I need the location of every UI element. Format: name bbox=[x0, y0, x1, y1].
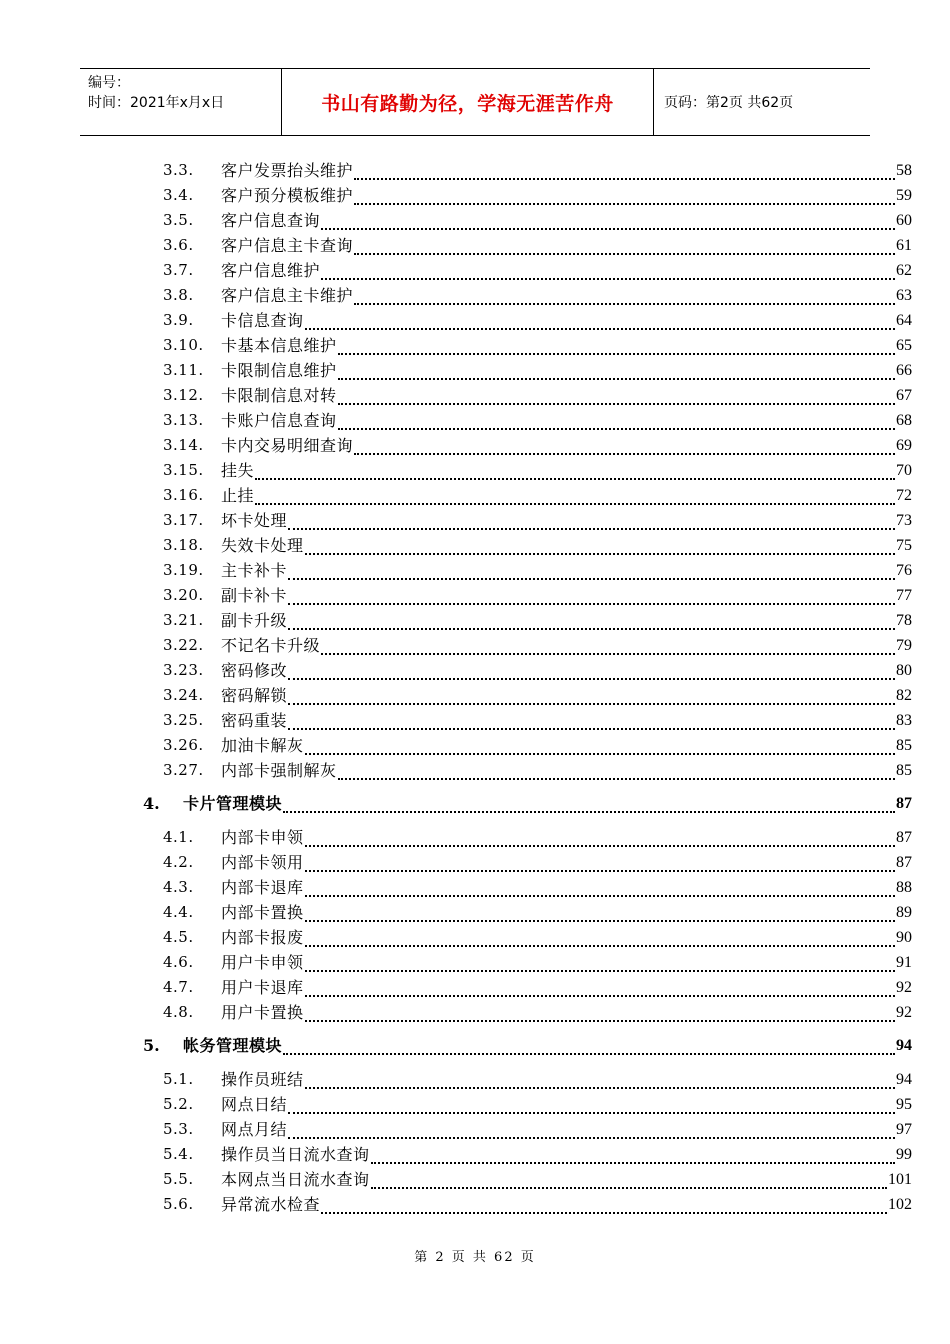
toc-entry-title: 不记名卡升级 bbox=[221, 636, 321, 655]
toc-section-entry[interactable] bbox=[0, 158, 950, 183]
toc-entry-page: 58 bbox=[896, 162, 912, 179]
toc-entry-page: 99 bbox=[896, 1146, 912, 1163]
toc-entry-title: 卡信息查询 bbox=[221, 311, 304, 330]
header-motto: 书山有路勤为径，学海无涯苦作舟 bbox=[281, 69, 654, 135]
toc-entry-number: 5.2. bbox=[163, 1095, 194, 1113]
toc-section-entry[interactable] bbox=[0, 850, 950, 875]
toc-section-entry[interactable] bbox=[0, 333, 950, 358]
toc-section-entry[interactable] bbox=[0, 433, 950, 458]
toc-dot-leader bbox=[288, 699, 895, 705]
toc-dot-leader bbox=[288, 674, 895, 680]
toc-entry-page: 90 bbox=[896, 929, 912, 946]
toc-entry-title: 内部卡强制解灰 bbox=[221, 761, 337, 780]
toc-dot-leader bbox=[354, 249, 895, 255]
toc-section-entry[interactable] bbox=[0, 283, 950, 308]
toc-entry-title: 客户信息维护 bbox=[221, 261, 321, 280]
header-meta bbox=[80, 69, 281, 135]
toc-dot-leader bbox=[371, 1183, 887, 1189]
toc-dot-leader bbox=[305, 841, 895, 847]
toc-entry-number: 3.21. bbox=[163, 611, 204, 629]
toc-entry-number: 4.5. bbox=[163, 928, 194, 946]
toc-entry-page: 80 bbox=[896, 662, 912, 679]
toc-entry-page: 88 bbox=[896, 879, 912, 896]
toc-entry-number: 3.6. bbox=[163, 236, 194, 254]
toc-entry-title: 卡限制信息维护 bbox=[221, 361, 337, 380]
toc-entry-page: 92 bbox=[896, 1004, 912, 1021]
toc-entry-page: 62 bbox=[896, 262, 912, 279]
toc-entry-page: 75 bbox=[896, 537, 912, 554]
toc-entry-page: 70 bbox=[896, 462, 912, 479]
toc-dot-leader bbox=[288, 524, 895, 530]
toc-entry-page: 97 bbox=[896, 1121, 912, 1138]
toc-entry-title: 挂失 bbox=[221, 461, 255, 480]
toc-entry-page: 76 bbox=[896, 562, 912, 579]
toc-section-entry[interactable] bbox=[0, 233, 950, 258]
toc-entry-page: 95 bbox=[896, 1096, 912, 1113]
toc-entry-number: 3.18. bbox=[163, 536, 204, 554]
toc-entry-page: 79 bbox=[896, 637, 912, 654]
toc-dot-leader bbox=[321, 1208, 887, 1214]
toc-dot-leader bbox=[305, 749, 895, 755]
toc-section-entry[interactable] bbox=[0, 758, 950, 783]
toc-entry-title: 副卡补卡 bbox=[221, 586, 288, 605]
toc-section-entry[interactable] bbox=[0, 483, 950, 508]
toc-entry-title: 密码解锁 bbox=[221, 686, 288, 705]
toc-entry-page: 73 bbox=[896, 512, 912, 529]
toc-dot-leader bbox=[305, 916, 895, 922]
toc-entry-title: 内部卡报废 bbox=[221, 928, 304, 947]
toc-section-entry[interactable] bbox=[0, 258, 950, 283]
toc-dot-leader bbox=[288, 1108, 895, 1114]
toc-entry-number: 3.20. bbox=[163, 586, 204, 604]
toc-entry-title: 客户信息查询 bbox=[221, 211, 321, 230]
toc-dot-leader bbox=[305, 966, 895, 972]
toc-section-entry[interactable] bbox=[0, 608, 950, 633]
toc-entry-page: 63 bbox=[896, 287, 912, 304]
toc-dot-leader bbox=[321, 274, 895, 280]
toc-entry-page: 87 bbox=[896, 795, 912, 812]
toc-dot-leader bbox=[338, 349, 895, 355]
toc-entry-title: 卡基本信息维护 bbox=[221, 336, 337, 355]
page-footer: 第 2 页 共 62 页 bbox=[414, 1250, 536, 1265]
toc-entry-number: 4. bbox=[143, 794, 160, 813]
toc-entry-title: 操作员当日流水查询 bbox=[221, 1145, 370, 1164]
toc-dot-leader bbox=[283, 807, 895, 813]
toc-entry-title: 内部卡置换 bbox=[221, 903, 304, 922]
toc-section-entry[interactable] bbox=[0, 733, 950, 758]
toc-entry-page: 89 bbox=[896, 904, 912, 921]
toc-dot-leader bbox=[255, 474, 895, 480]
toc-entry-page: 85 bbox=[896, 762, 912, 779]
toc-entry-title: 副卡升级 bbox=[221, 611, 288, 630]
toc-entry-number: 3.7. bbox=[163, 261, 194, 279]
toc-section-entry[interactable] bbox=[0, 583, 950, 608]
toc-section-entry[interactable] bbox=[0, 308, 950, 333]
toc-entry-title: 内部卡领用 bbox=[221, 853, 304, 872]
toc-entry-number: 3.9. bbox=[163, 311, 194, 329]
toc-entry-number: 3.22. bbox=[163, 636, 204, 654]
toc-section-entry[interactable] bbox=[0, 558, 950, 583]
toc-dot-leader bbox=[288, 599, 895, 605]
toc-entry-page: 68 bbox=[896, 412, 912, 429]
toc-entry-page: 92 bbox=[896, 979, 912, 996]
toc-dot-leader bbox=[338, 424, 895, 430]
toc-entry-number: 4.8. bbox=[163, 1003, 194, 1021]
toc-entry-page: 59 bbox=[896, 187, 912, 204]
toc-entry-number: 3.3. bbox=[163, 161, 194, 179]
toc-dot-leader bbox=[305, 549, 895, 555]
toc-entry-page: 78 bbox=[896, 612, 912, 629]
toc-dot-leader bbox=[288, 724, 895, 730]
toc-section-entry[interactable] bbox=[0, 1142, 950, 1167]
toc-dot-leader bbox=[338, 774, 895, 780]
toc-section-entry[interactable] bbox=[0, 508, 950, 533]
toc-entry-number: 3.26. bbox=[163, 736, 204, 754]
toc-entry-title: 用户卡置换 bbox=[221, 1003, 304, 1022]
toc-entry-number: 3.15. bbox=[163, 461, 204, 479]
toc-entry-page: 87 bbox=[896, 829, 912, 846]
toc-section-entry[interactable] bbox=[0, 658, 950, 683]
toc-entry-title: 客户预分模板维护 bbox=[221, 186, 354, 205]
toc-entry-page: 94 bbox=[896, 1037, 912, 1054]
toc-entry-page: 61 bbox=[896, 237, 912, 254]
toc-section-entry[interactable] bbox=[0, 1067, 950, 1092]
toc-dot-leader bbox=[255, 499, 895, 505]
toc-entry-number: 3.10. bbox=[163, 336, 204, 354]
document-number-label: 编号： bbox=[88, 75, 130, 91]
toc-section-entry[interactable] bbox=[0, 633, 950, 658]
toc-dot-leader bbox=[371, 1158, 895, 1164]
toc-entry-number: 3.8. bbox=[163, 286, 194, 304]
toc-entry-page: 65 bbox=[896, 337, 912, 354]
toc-dot-leader bbox=[288, 574, 895, 580]
toc-entry-number: 5.3. bbox=[163, 1120, 194, 1138]
toc-entry-number: 5.1. bbox=[163, 1070, 194, 1088]
toc-entry-title: 失效卡处理 bbox=[221, 536, 304, 555]
toc-section-entry[interactable] bbox=[0, 458, 950, 483]
toc-entry-title: 主卡补卡 bbox=[221, 561, 288, 580]
toc-section-entry[interactable] bbox=[0, 358, 950, 383]
toc-section-entry[interactable] bbox=[0, 1192, 950, 1217]
toc-entry-title: 卡账户信息查询 bbox=[221, 411, 337, 430]
toc-entry-title: 卡片管理模块 bbox=[183, 794, 283, 813]
toc-entry-page: 60 bbox=[896, 212, 912, 229]
toc-section-entry[interactable] bbox=[0, 683, 950, 708]
toc-entry-page: 69 bbox=[896, 437, 912, 454]
toc-entry-title: 卡内交易明细查询 bbox=[221, 436, 354, 455]
toc-dot-leader bbox=[354, 199, 895, 205]
toc-dot-leader bbox=[354, 299, 895, 305]
document-time: 时间：2021年x月x日 bbox=[88, 95, 225, 111]
toc-dot-leader bbox=[283, 1049, 895, 1055]
toc-entry-number: 5.5. bbox=[163, 1170, 194, 1188]
toc-dot-leader bbox=[338, 399, 895, 405]
toc-entry-number: 4.2. bbox=[163, 853, 194, 871]
toc-section-entry[interactable] bbox=[0, 825, 950, 850]
toc-section-entry[interactable] bbox=[0, 183, 950, 208]
toc-entry-number: 4.6. bbox=[163, 953, 194, 971]
toc-entry-number: 5.6. bbox=[163, 1195, 194, 1213]
toc-section-entry[interactable] bbox=[0, 708, 950, 733]
toc-entry-number: 3.17. bbox=[163, 511, 204, 529]
toc-entry-title: 密码重装 bbox=[221, 711, 288, 730]
toc-section-entry[interactable] bbox=[0, 1117, 950, 1142]
toc-entry-number: 3.16. bbox=[163, 486, 204, 504]
toc-section-entry[interactable] bbox=[0, 208, 950, 233]
toc-entry-number: 3.23. bbox=[163, 661, 204, 679]
toc-section-entry[interactable] bbox=[0, 408, 950, 433]
toc-chapter-entry[interactable] bbox=[0, 791, 950, 816]
toc-entry-page: 64 bbox=[896, 312, 912, 329]
toc-entry-page: 85 bbox=[896, 737, 912, 754]
toc-entry-title: 内部卡退库 bbox=[221, 878, 304, 897]
toc-entry-page: 91 bbox=[896, 954, 912, 971]
toc-entry-title: 卡限制信息对转 bbox=[221, 386, 337, 405]
toc-entry-number: 3.13. bbox=[163, 411, 204, 429]
toc-entry-number: 3.12. bbox=[163, 386, 204, 404]
toc-entry-number: 3.11. bbox=[163, 361, 204, 379]
toc-entry-page: 83 bbox=[896, 712, 912, 729]
toc-entry-title: 客户发票抬头维护 bbox=[221, 161, 354, 180]
toc-dot-leader bbox=[321, 649, 895, 655]
toc-entry-number: 4.7. bbox=[163, 978, 194, 996]
toc-dot-leader bbox=[305, 324, 895, 330]
toc-entry-title: 用户卡申领 bbox=[221, 953, 304, 972]
toc-entry-number: 3.5. bbox=[163, 211, 194, 229]
toc-entry-number: 4.1. bbox=[163, 828, 194, 846]
toc-dot-leader bbox=[288, 624, 895, 630]
toc-entry-title: 加油卡解灰 bbox=[221, 736, 304, 755]
page-header bbox=[80, 68, 870, 136]
toc-entry-number: 3.19. bbox=[163, 561, 204, 579]
toc-entry-title: 本网点当日流水查询 bbox=[221, 1170, 370, 1189]
toc-section-entry[interactable] bbox=[0, 950, 950, 975]
toc-entry-number: 5.4. bbox=[163, 1145, 194, 1163]
toc-section-entry[interactable] bbox=[0, 1000, 950, 1025]
toc-entry-number: 5. bbox=[143, 1036, 160, 1055]
toc-entry-title: 操作员班结 bbox=[221, 1070, 304, 1089]
toc-dot-leader bbox=[338, 374, 895, 380]
toc-dot-leader bbox=[305, 1016, 895, 1022]
toc-entry-title: 止挂 bbox=[221, 486, 255, 505]
toc-entry-page: 87 bbox=[896, 854, 912, 871]
toc-entry-page: 82 bbox=[896, 687, 912, 704]
toc-entry-number: 3.4. bbox=[163, 186, 194, 204]
toc-entry-number: 3.27. bbox=[163, 761, 204, 779]
toc-entry-number: 4.3. bbox=[163, 878, 194, 896]
toc-section-entry[interactable] bbox=[0, 900, 950, 925]
toc-section-entry[interactable] bbox=[0, 533, 950, 558]
toc-entry-number: 3.25. bbox=[163, 711, 204, 729]
toc-chapter-entry[interactable] bbox=[0, 1033, 950, 1058]
toc-entry-title: 内部卡申领 bbox=[221, 828, 304, 847]
toc-entry-title: 客户信息主卡查询 bbox=[221, 236, 354, 255]
toc-dot-leader bbox=[354, 449, 895, 455]
toc-dot-leader bbox=[305, 941, 895, 947]
toc-entry-page: 101 bbox=[888, 1171, 912, 1188]
toc-entry-title: 异常流水检查 bbox=[221, 1195, 321, 1214]
toc-dot-leader bbox=[305, 1083, 895, 1089]
toc-entry-title: 帐务管理模块 bbox=[183, 1036, 283, 1055]
toc-entry-page: 66 bbox=[896, 362, 912, 379]
toc-entry-page: 72 bbox=[896, 487, 912, 504]
toc-section-entry[interactable] bbox=[0, 925, 950, 950]
toc-dot-leader bbox=[305, 991, 895, 997]
toc-entry-title: 客户信息主卡维护 bbox=[221, 286, 354, 305]
toc-section-entry[interactable] bbox=[0, 383, 950, 408]
toc-entry-title: 网点日结 bbox=[221, 1095, 288, 1114]
toc-entry-page: 67 bbox=[896, 387, 912, 404]
toc-section-entry[interactable] bbox=[0, 975, 950, 1000]
toc-section-entry[interactable] bbox=[0, 1092, 950, 1117]
toc-entry-title: 用户卡退库 bbox=[221, 978, 304, 997]
toc-entry-number: 3.14. bbox=[163, 436, 204, 454]
toc-entry-page: 94 bbox=[896, 1071, 912, 1088]
toc-section-entry[interactable] bbox=[0, 875, 950, 900]
toc-entry-title: 坏卡处理 bbox=[221, 511, 288, 530]
toc-entry-page: 77 bbox=[896, 587, 912, 604]
header-page-info: 页码：第2页 共62页 bbox=[664, 95, 794, 111]
toc-section-entry[interactable] bbox=[0, 1167, 950, 1192]
toc-dot-leader bbox=[305, 866, 895, 872]
toc-entry-number: 4.4. bbox=[163, 903, 194, 921]
toc-entry-title: 密码修改 bbox=[221, 661, 288, 680]
toc-dot-leader bbox=[354, 174, 895, 180]
toc-entry-number: 3.24. bbox=[163, 686, 204, 704]
toc-entry-title: 网点月结 bbox=[221, 1120, 288, 1139]
toc-dot-leader bbox=[321, 224, 895, 230]
toc-dot-leader bbox=[288, 1133, 895, 1139]
toc-dot-leader bbox=[305, 891, 895, 897]
toc-entry-page: 102 bbox=[888, 1196, 912, 1213]
